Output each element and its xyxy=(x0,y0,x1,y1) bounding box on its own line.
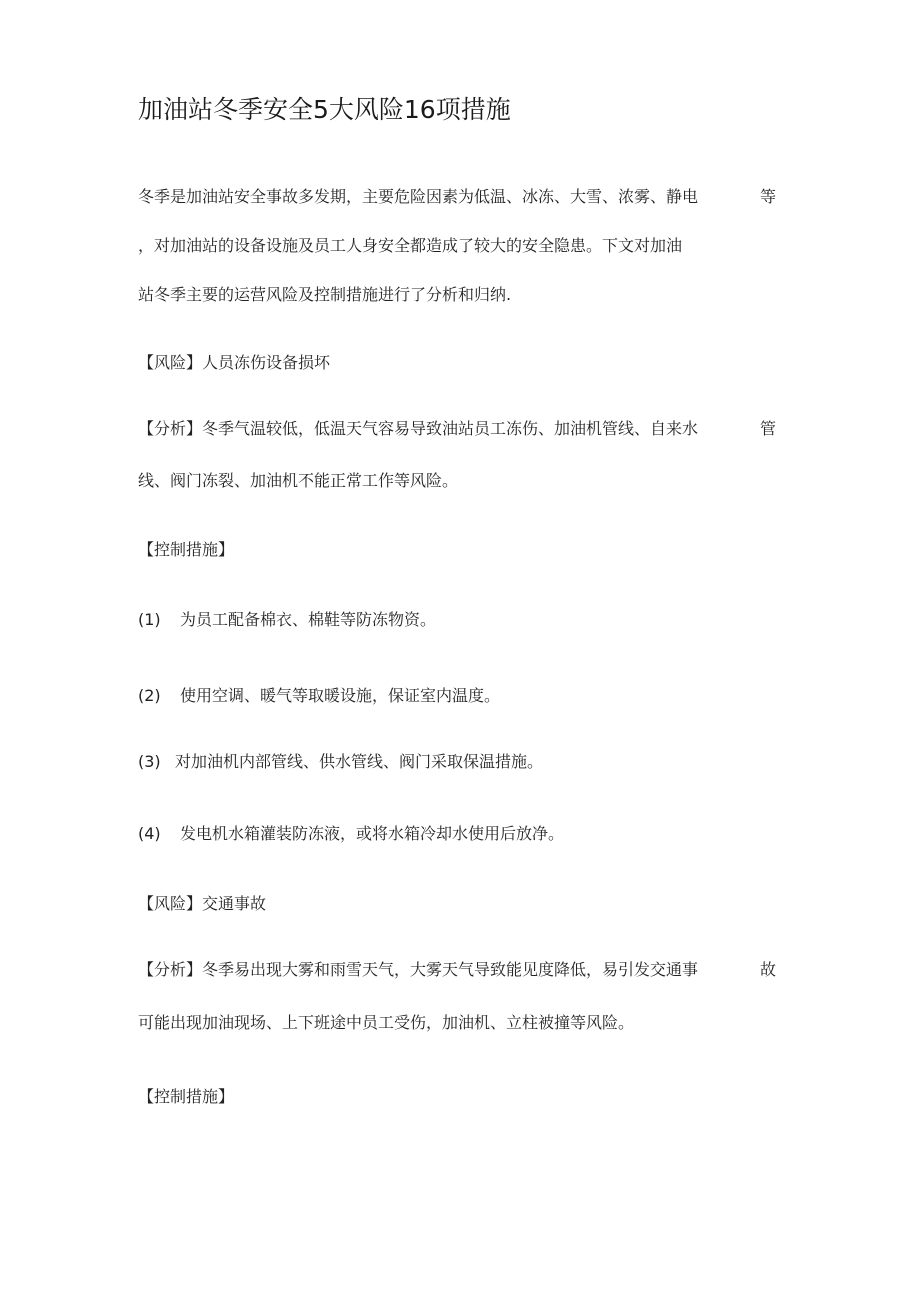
section2-analysis-line-1 xyxy=(138,960,776,980)
section1-risk-heading: 【风险】人员冻伤设备损坏 xyxy=(138,353,331,372)
section2-analysis-line-2: 可能出现加油现场、上下班途中员工受伤，加油机、立柱被撞等风险。 xyxy=(138,1013,635,1032)
intro-line-3: 站冬季主要的运营风险及控制措施进行了分析和归纳. xyxy=(138,285,512,304)
section1-analysis-line-1-main: 【分析】冬季气温较低，低温天气容易导致油站员工冻伤、加油机管线、自来水 xyxy=(138,419,699,438)
measure-number: (4) xyxy=(138,824,161,843)
page-title: 加油站冬季安全5大风险16项措施 xyxy=(138,95,511,124)
section1-analysis-line-1 xyxy=(138,419,776,439)
measure-text: 发电机水箱灌装防冻液，或将水箱冷却水使用后放净。 xyxy=(180,824,565,843)
intro-line-1-tail: 等 xyxy=(759,187,776,206)
measure-text: 为员工配备棉衣、棉鞋等防冻物资。 xyxy=(180,610,437,629)
section2-analysis-line-1-tail: 故 xyxy=(759,960,776,979)
measure-number: (1) xyxy=(138,610,161,629)
measure-number: (3) xyxy=(138,752,161,771)
measure-text: 使用空调、暖气等取暖设施，保证室内温度。 xyxy=(180,686,501,705)
section1-control-heading: 【控制措施】 xyxy=(138,540,235,559)
section2-control-heading: 【控制措施】 xyxy=(138,1087,235,1106)
measure-item xyxy=(138,610,436,630)
intro-line-1-main: 冬季是加油站安全事故多发期，主要危险因素为低温、冰冻、大雪、浓雾、静电 xyxy=(138,187,699,206)
intro-line-2: ，对加油站的设备设施及员工人身安全都造成了较大的安全隐患。下文对加油 xyxy=(138,236,683,255)
measure-text: 对加油机内部管线、供水管线、阀门采取保温措施。 xyxy=(175,752,544,771)
measure-item xyxy=(138,752,543,772)
section2-analysis-line-1-main: 【分析】冬季易出现大雾和雨雪天气，大雾天气导致能见度降低，易引发交通事 xyxy=(138,960,699,979)
section1-analysis-line-2: 线、阀门冻裂、加油机不能正常工作等风险。 xyxy=(138,471,459,490)
section2-risk-heading: 【风险】交通事故 xyxy=(138,894,267,913)
measure-item xyxy=(138,686,500,706)
measure-item xyxy=(138,824,564,844)
intro-line-1 xyxy=(138,187,776,207)
measure-number: (2) xyxy=(138,686,161,705)
section1-analysis-line-1-tail: 管 xyxy=(759,419,776,438)
